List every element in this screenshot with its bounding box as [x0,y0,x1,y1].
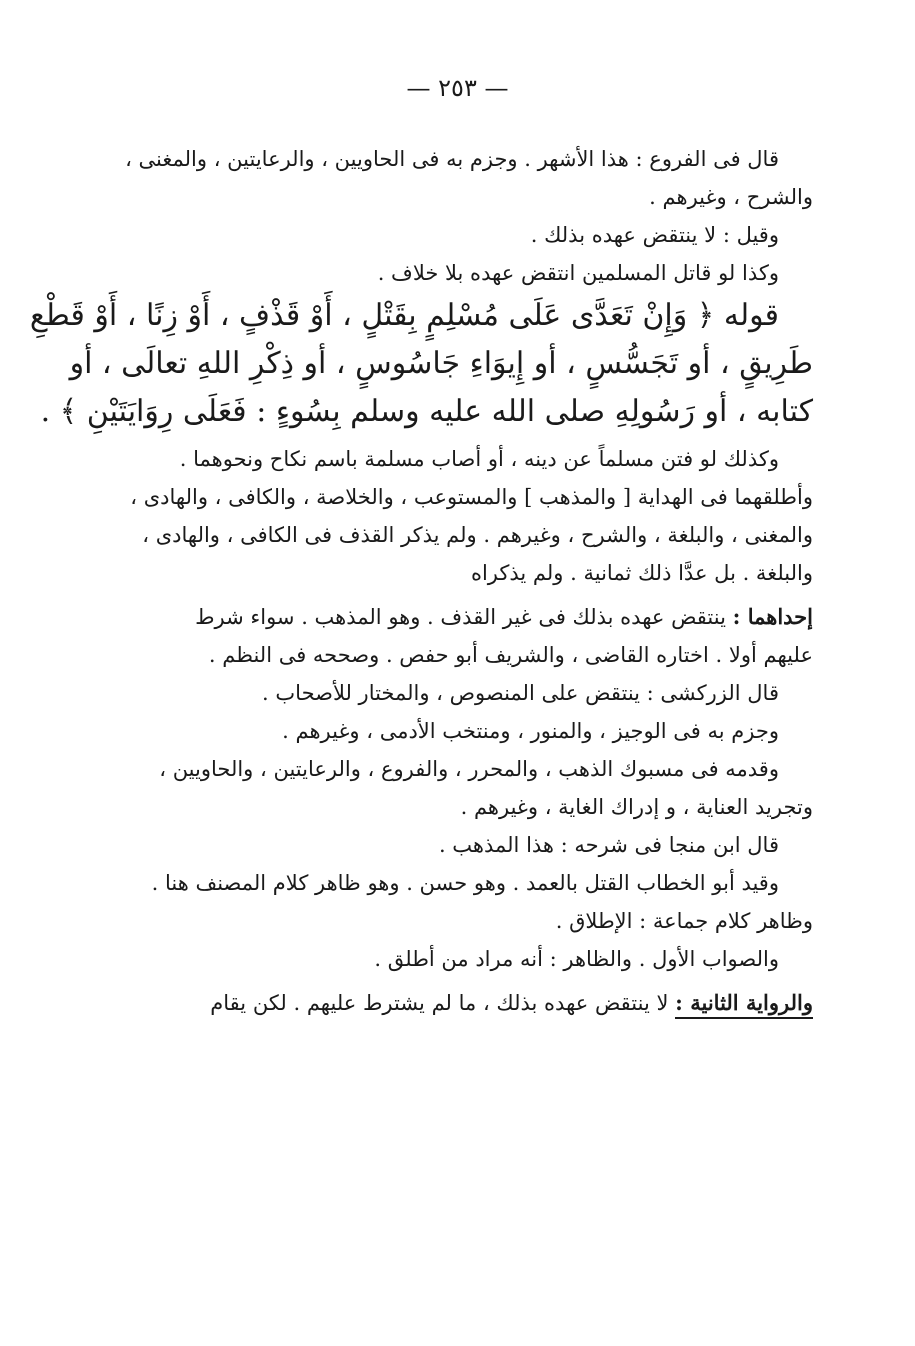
paragraph-line: قال الزركشى : ينتقض على المنصوص ، والمختار للأصحاب . [262,681,779,705]
matn-lead: قوله [723,298,779,333]
paragraph-line: وقيد أبو الخطاب القتل بالعمد . وهو حسن . وهو ظاهر كلام المصنف هنا . [151,871,779,895]
paragraph-line: والشرح ، وغيرهم . [649,185,813,209]
matn-text: ﴿ وَإِنْ تَعَدَّى عَلَى مُسْلِمٍ بِقَتْلٍ ، أَوْ قَذْفٍ ، أَوْ زِنًا ، أَوْ قَطْعِ [29,298,715,333]
paragraph-line: وكذلك لو فتن مسلماً عن دينه ، أو أصاب مسلمة باسم نكاح ونحوهما . [179,447,779,471]
paragraph-line: عليهم أولا . اختاره القاضى ، والشريف أبو حفص . وصححه فى النظم . [208,643,813,667]
paragraph-text: لا ينتقض عهده بذلك ، ما لم يشترط عليهم . لكن يقام [210,991,669,1015]
matn-line: طَرِيقٍ ، أو تَجَسُّسٍ ، أو إِيوَاءِ جَاسُوسٍ ، أو ذِكْرِ اللهِ تعالَى ، أو [69,346,813,381]
paragraph-line: وتجريد العناية ، و إدراك الغاية ، وغيرهم . [460,795,813,819]
paragraph-line: والصواب الأول . والظاهر : أنه مراد من أطلق . [374,947,779,971]
section-lead: إحداهما : [732,604,813,629]
paragraph-text: ينتقض عهده بذلك فى غير القذف . وهو المذهب . سواء شرط [195,605,726,629]
paragraph-line: وكذا لو قاتل المسلمين انتقض عهده بلا خلاف . [377,261,779,285]
paragraph-line [175,598,813,636]
matn-line [29,292,813,340]
matn-line: كتابه ، أو رَسُولِهِ صلى الله عليه وسلم بِسُوءٍ : فَعَلَى رِوَايَتَيْنِ ﴾ . [40,394,813,429]
paragraph-line: والمغنى ، والبلغة ، والشرح ، وغيرهم . ولم يذكر القذف فى الكافى ، والهادى ، [142,523,813,547]
section-lead: والرواية الثانية : [675,990,813,1019]
page-number: — ٢٥٣ — [406,74,509,102]
paragraph-line: وأطلقهما فى الهداية [ والمذهب ] والمستوعب ، والخلاصة ، والكافى ، والهادى ، [130,485,813,509]
paragraph-line: قال ابن منجا فى شرحه : هذا المذهب . [438,833,779,857]
matn-quote [29,292,813,436]
paragraph-line [175,984,813,1022]
paragraph-line: وقدمه فى مسبوك الذهب ، والمحرر ، والفروع ، والرعايتين ، والحاويين ، [159,757,779,781]
page-text [29,140,813,1022]
paragraph-line: وقيل : لا ينتقض عهده بذلك . [530,223,779,247]
paragraph-line: وجزم به فى الوجيز ، والمنور ، ومنتخب الأدمى ، وغيرهم . [282,719,779,743]
paragraph-line: والبلغة . بل عدَّا ذلك ثمانية . ولم يذكراه [470,561,813,585]
paragraph-line: قال فى الفروع : هذا الأشهر . وجزم به فى الحاويين ، والرعايتين ، والمغنى ، [125,147,779,171]
paragraph-line: وظاهر كلام جماعة : الإطلاق . [555,909,813,933]
